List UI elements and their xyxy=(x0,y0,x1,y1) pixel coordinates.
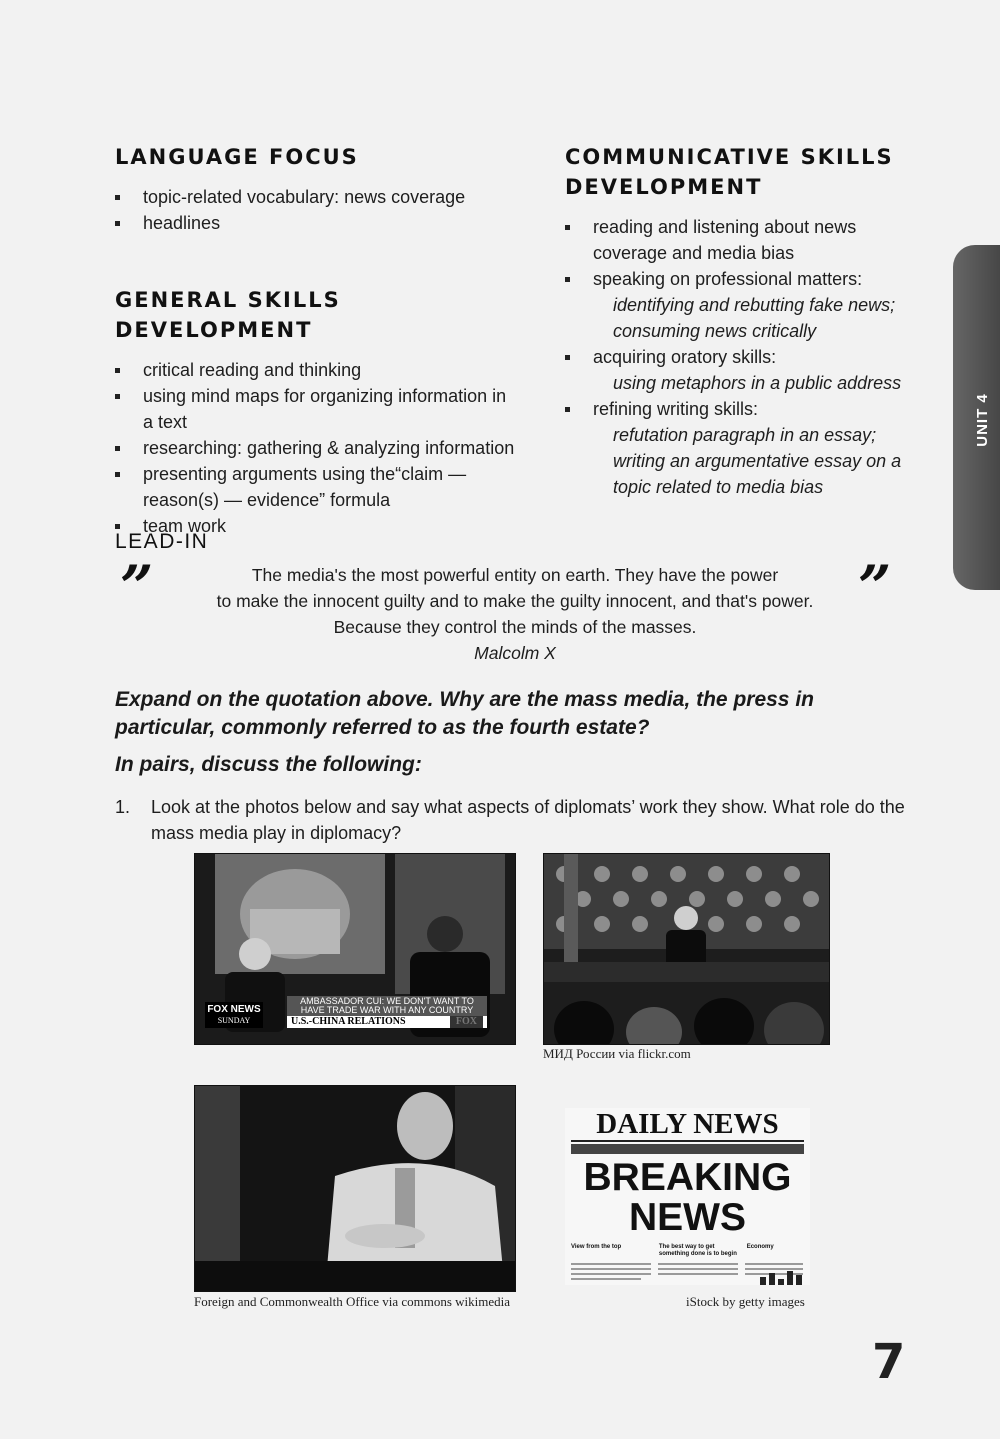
newspaper-rule xyxy=(571,1140,804,1142)
list-item-text: acquiring oratory skills: xyxy=(593,347,777,367)
press-conference-illustration xyxy=(544,854,829,1044)
list-item-text: reading and listening about news coverage and media bias xyxy=(593,217,857,263)
fox-watermark: FOX xyxy=(450,1016,483,1028)
list-item: critical reading and thinking xyxy=(115,357,545,383)
column-1 xyxy=(571,1244,653,1258)
list-subitem: refutation paragraph in an essay; xyxy=(613,425,877,445)
chyron-headline: AMBASSADOR CUI: WE DON'T WANT TO HAVE TRADE WAR WITH ANY COUNTRY xyxy=(287,996,487,1016)
page-number: 7 xyxy=(872,1334,906,1390)
item-text: Look at the photos below and say what aspects of diplomats’ work they show. What role do the mass media play in diplomacy? xyxy=(151,797,905,843)
language-focus-list xyxy=(115,184,535,236)
quote-author: Malcolm X xyxy=(474,643,556,663)
breaking-line-2: NEWS xyxy=(629,1196,746,1239)
column-3 xyxy=(747,1244,804,1258)
newspaper-masthead: DAILY NEWS xyxy=(596,1108,779,1140)
newspaper-nav-bar xyxy=(571,1144,804,1154)
list-subitem: writing an argumentative essay on a xyxy=(613,451,902,471)
photo-caption: iStock by getty images xyxy=(686,1294,805,1309)
communicative-skills-section xyxy=(565,142,910,500)
list-item-text: speaking on professional matters: xyxy=(593,269,863,289)
newspaper-body-lines xyxy=(565,1261,810,1285)
photo-press-conference xyxy=(543,853,830,1045)
list-item: topic-related vocabulary: news coverage xyxy=(115,184,535,210)
list-item xyxy=(565,396,910,500)
quote-line: The media's the most powerful entity on earth. They have the power xyxy=(251,565,779,585)
list-item xyxy=(565,214,910,266)
photo-tv-interview xyxy=(194,853,516,1045)
general-skills-heading: GENERAL SKILLS DEVELOPMENT xyxy=(115,288,341,342)
quote-block xyxy=(170,562,860,666)
language-focus-heading: LANGUAGE FOCUS xyxy=(115,145,359,169)
list-item xyxy=(565,344,910,396)
general-skills-section xyxy=(115,285,545,539)
list-subitem: using metaphors in a public address xyxy=(613,373,902,393)
fox-news-logo xyxy=(205,1002,263,1028)
topic-text: U.S.-CHINA RELATIONS xyxy=(291,1016,406,1027)
list-item: headlines xyxy=(115,210,535,236)
list-item: presenting arguments using the“claim — reason(s) — evidence” formula xyxy=(115,461,545,513)
column-heading: Economy xyxy=(746,1244,774,1250)
breaking-line-1: BREAKING xyxy=(583,1156,792,1199)
list-item: using mind maps for organizing information in a text xyxy=(115,383,545,435)
list-item-text: refining writing skills: xyxy=(593,399,759,419)
quote-line: Because they control the minds of the masses. xyxy=(333,617,697,637)
column-heading: View from the top xyxy=(571,1244,622,1250)
list-item xyxy=(565,266,910,344)
general-skills-list xyxy=(115,357,545,539)
channel-name: FOX NEWS xyxy=(207,1004,261,1015)
communicative-skills-list xyxy=(565,214,910,500)
task-pairs: In pairs, discuss the following: xyxy=(115,753,422,776)
diplomat-office-illustration xyxy=(195,1086,515,1291)
list-item: researching: gathering & analyzing information xyxy=(115,435,545,461)
column-2 xyxy=(659,1244,741,1258)
photo-newspaper xyxy=(565,1108,810,1285)
unit-tab-label: UNIT 4 xyxy=(973,393,991,447)
close-quote-mark: ” xyxy=(858,553,892,621)
lead-in-label: LEAD-IN xyxy=(115,530,209,553)
show-name: SUNDAY xyxy=(217,1016,251,1025)
list-item: team work xyxy=(115,513,545,539)
list-subitem: identifying and rebutting fake news; xyxy=(613,295,896,315)
language-focus-section xyxy=(115,142,535,236)
photo-caption: Foreign and Commonwealth Office via commons wikimedia xyxy=(194,1294,511,1309)
communicative-skills-heading: COMMUNICATIVE SKILLS DEVELOPMENT xyxy=(565,145,894,199)
photo-caption: МИД России via flickr.com xyxy=(543,1046,691,1061)
task-expand: Expand on the quotation above. Why are the mass media, the press in particular, commonly referred to as the fourth estate? xyxy=(115,688,814,739)
column-heading: The best way to get something done is to begin xyxy=(658,1244,737,1257)
item-number: 1. xyxy=(115,797,131,817)
open-quote-mark: ” xyxy=(120,553,154,621)
photo-diplomat-office xyxy=(194,1085,516,1292)
newspaper-columns xyxy=(571,1244,804,1258)
list-subitem: topic related to media bias xyxy=(613,477,824,497)
chyron-topic xyxy=(287,1016,487,1028)
quote-line: to make the innocent guilty and to make the guilty innocent, and that's power. xyxy=(216,591,814,611)
list-subitem: consuming news critically xyxy=(613,321,817,341)
